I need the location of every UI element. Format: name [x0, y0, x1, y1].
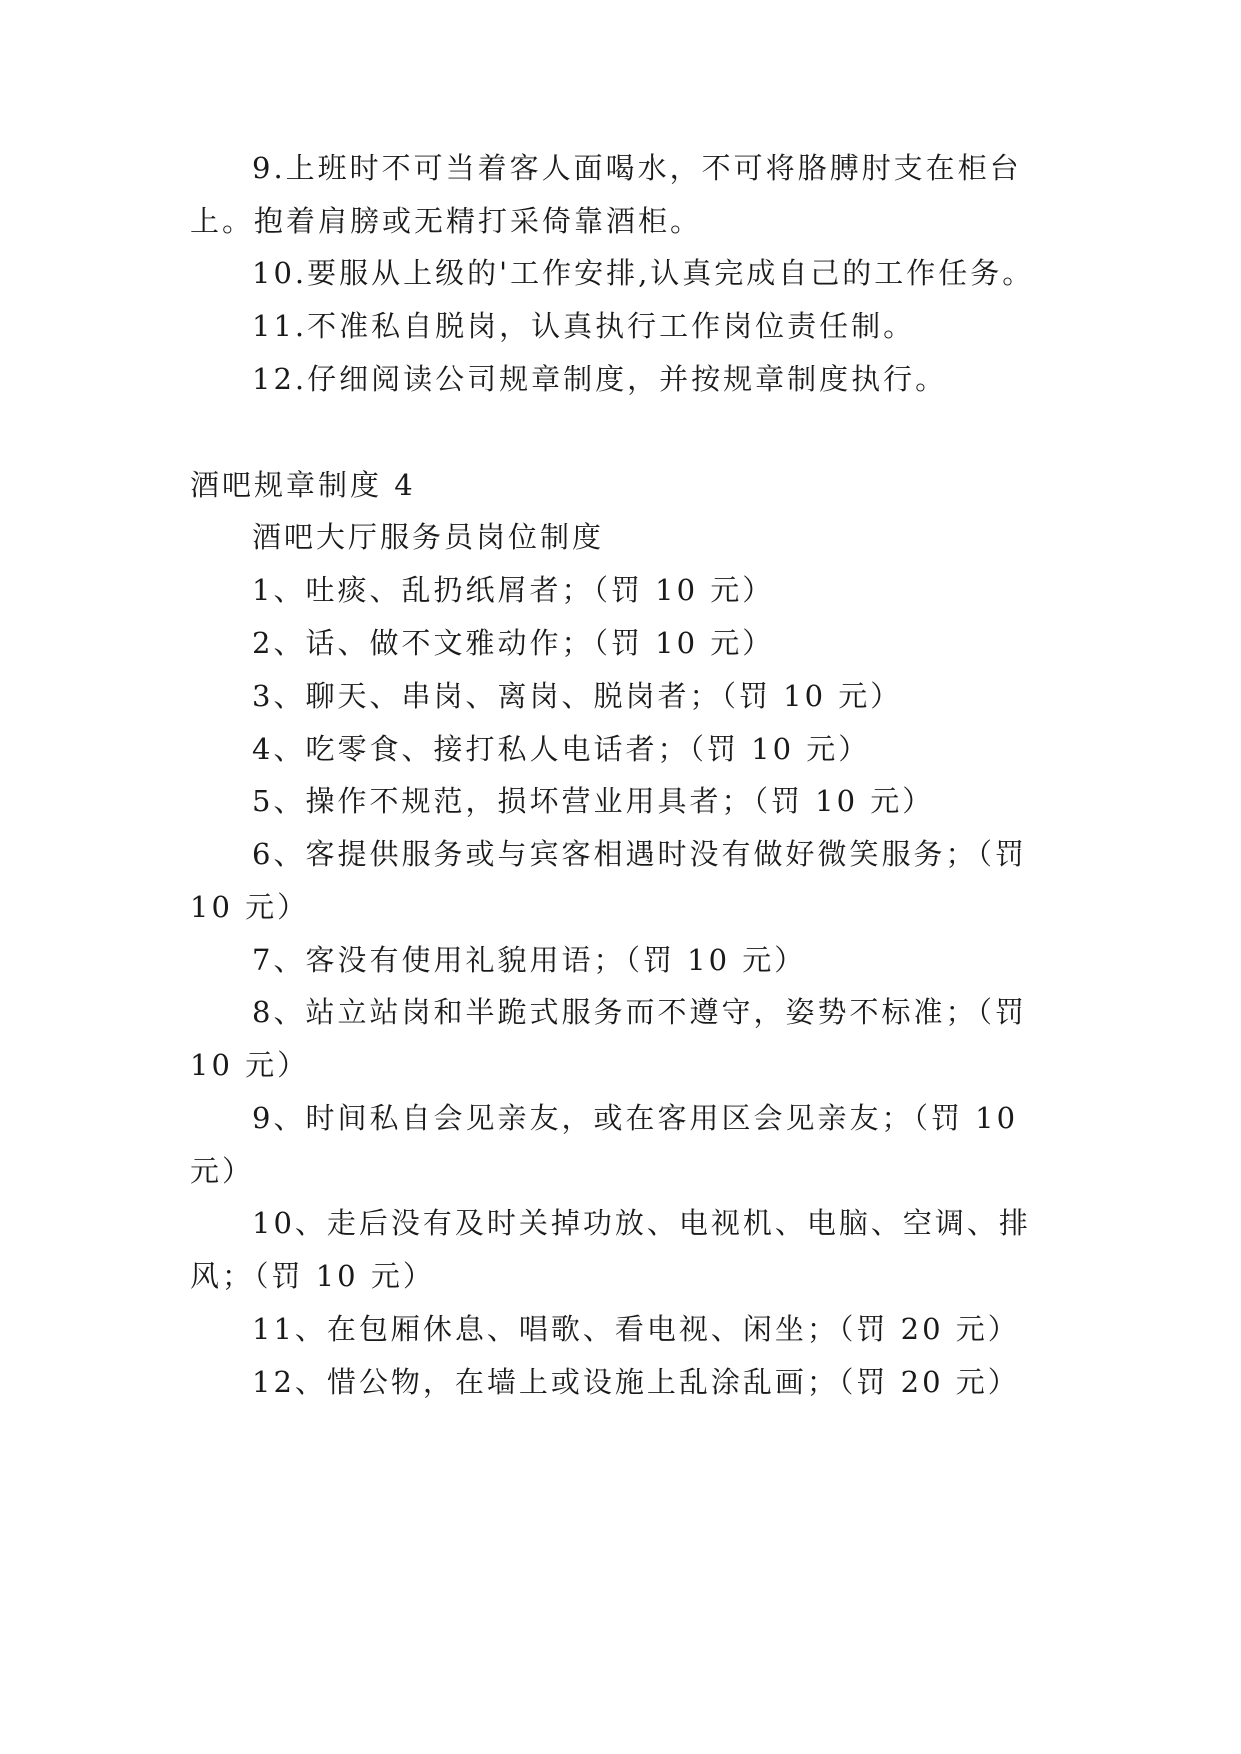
section-title: 酒吧规章制度 4 [190, 468, 416, 502]
section-subtitle: 酒吧大厅服务员岗位制度 [252, 520, 605, 554]
rule-line: 10 元） [190, 890, 310, 924]
rule-line: 12、惜公物，在墙上或设施上乱涂乱画；（罚 20 元） [252, 1365, 1020, 1399]
paragraph-line: 9.上班时不可当着客人面喝水，不可将胳膊肘支在柜台 [252, 151, 1022, 185]
rule-line: 11、在包厢休息、唱歌、看电视、闲坐；（罚 20 元） [252, 1312, 1020, 1346]
rule-line: 1、吐痰、乱扔纸屑者；（罚 10 元） [252, 573, 775, 607]
rule-line: 2、话、做不文雅动作；（罚 10 元） [252, 626, 775, 660]
rule-line: 9、时间私自会见亲友，或在客用区会见亲友；（罚 10 [252, 1101, 1019, 1135]
rule-line: 8、站立站岗和半跪式服务而不遵守，姿势不标准；（罚 [252, 995, 1027, 1029]
rule-line: 风；（罚 10 元） [190, 1259, 435, 1293]
rule-line: 4、吃零食、接打私人电话者；（罚 10 元） [252, 732, 871, 766]
rule-line: 3、聊天、串岗、离岗、脱岗者；（罚 10 元） [252, 679, 903, 713]
rule-line: 元） [190, 1154, 255, 1188]
rule-line: 10、走后没有及时关掉功放、电视机、电脑、空调、排 [252, 1206, 1031, 1240]
paragraph-line: 11.不准私自脱岗，认真执行工作岗位责任制。 [252, 309, 916, 343]
rule-line: 6、客提供服务或与宾客相遇时没有做好微笑服务；（罚 [252, 837, 1027, 871]
rule-line: 7、客没有使用礼貌用语；（罚 10 元） [252, 943, 807, 977]
rule-line: 10 元） [190, 1048, 310, 1082]
paragraph-line: 12.仔细阅读公司规章制度，并按规章制度执行。 [252, 362, 948, 396]
rule-line: 5、操作不规范，损坏营业用具者；（罚 10 元） [252, 784, 935, 818]
paragraph-line: 10.要服从上级的'工作安排,认真完成自己的工作任务。 [252, 256, 1035, 290]
paragraph-line: 上。抱着肩膀或无精打采倚靠酒柜。 [190, 204, 703, 238]
